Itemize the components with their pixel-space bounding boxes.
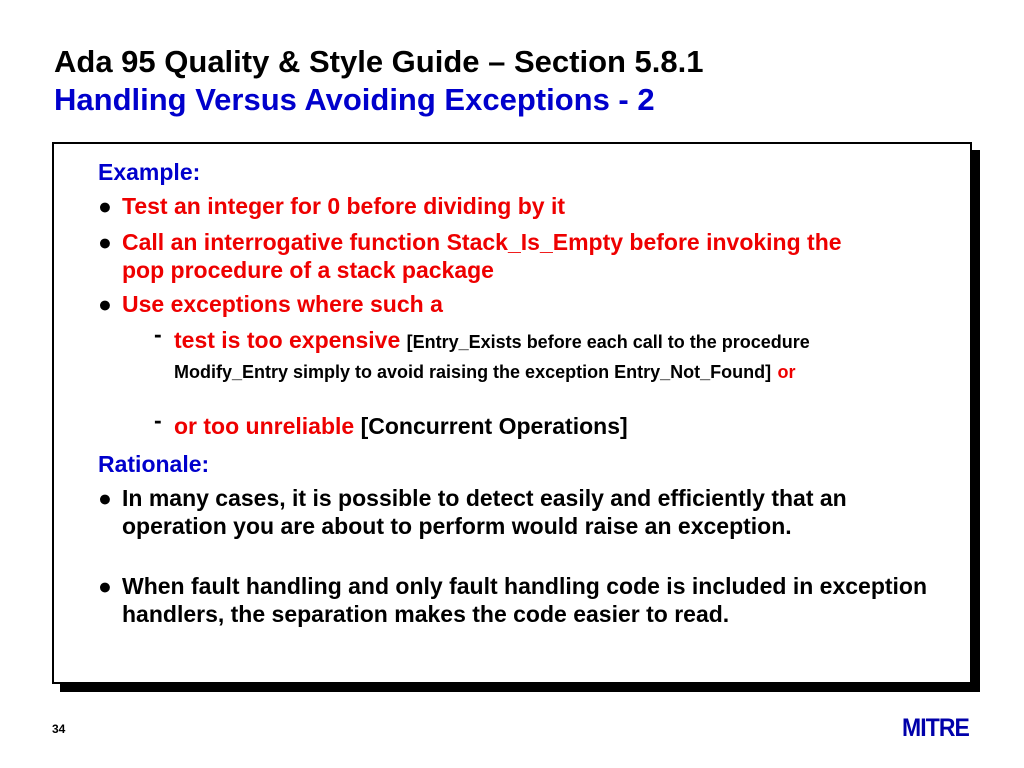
bullet-icon: ● [98, 291, 112, 317]
bullet-icon: ● [98, 485, 112, 511]
bullet-text: In many cases, it is possible to detect easily and efficiently that an operation you are about to perform would raise an exception. [122, 485, 847, 539]
rationale-bullet-1 [98, 484, 938, 540]
sub-bullet-lead: or too unreliable [174, 413, 355, 439]
mitre-logo: MITRE [902, 714, 969, 742]
bullet-icon: ● [98, 229, 112, 255]
example-heading: Example: [98, 159, 201, 185]
bullet-text: Call an interrogative function Stack_Is_Empty before invoking the pop procedure of a stack package [122, 229, 842, 283]
rationale-bullet-2 [98, 572, 938, 628]
bullet-icon: ● [98, 573, 112, 599]
example-sub-bullet-2 [154, 407, 894, 440]
example-bullet-2 [98, 228, 938, 284]
bullet-text: Use exceptions where such a [122, 291, 443, 317]
slide-subtitle: Handling Versus Avoiding Exceptions - 2 [54, 82, 655, 117]
slide-title: Ada 95 Quality & Style Guide – Section 5.8.1 [54, 44, 704, 79]
example-bullet-1 [98, 192, 938, 220]
sub-bullet-detail: [Concurrent Operations] [360, 413, 628, 439]
bullet-icon: ● [98, 193, 112, 219]
sub-bullet-tail: or [777, 362, 796, 382]
example-bullet-3 [98, 290, 938, 318]
dash-icon: - [154, 321, 162, 347]
bullet-text: Test an integer for 0 before dividing by it [122, 193, 566, 219]
example-sub-bullet-1 [154, 321, 894, 386]
dash-icon: - [154, 407, 162, 433]
content-box [52, 142, 972, 684]
rationale-heading: Rationale: [98, 451, 210, 477]
bullet-text: When fault handling and only fault handling code is included in exception handlers, the separation makes the code easier to read. [122, 573, 928, 627]
sub-bullet-lead: test is too expensive [174, 327, 401, 353]
page-number: 34 [52, 722, 66, 736]
sub-bullet-detail: [Entry_Exists before each call to the procedure Modify_Entry simply to avoid raising the exception Entry_Not_Found] [174, 332, 810, 382]
